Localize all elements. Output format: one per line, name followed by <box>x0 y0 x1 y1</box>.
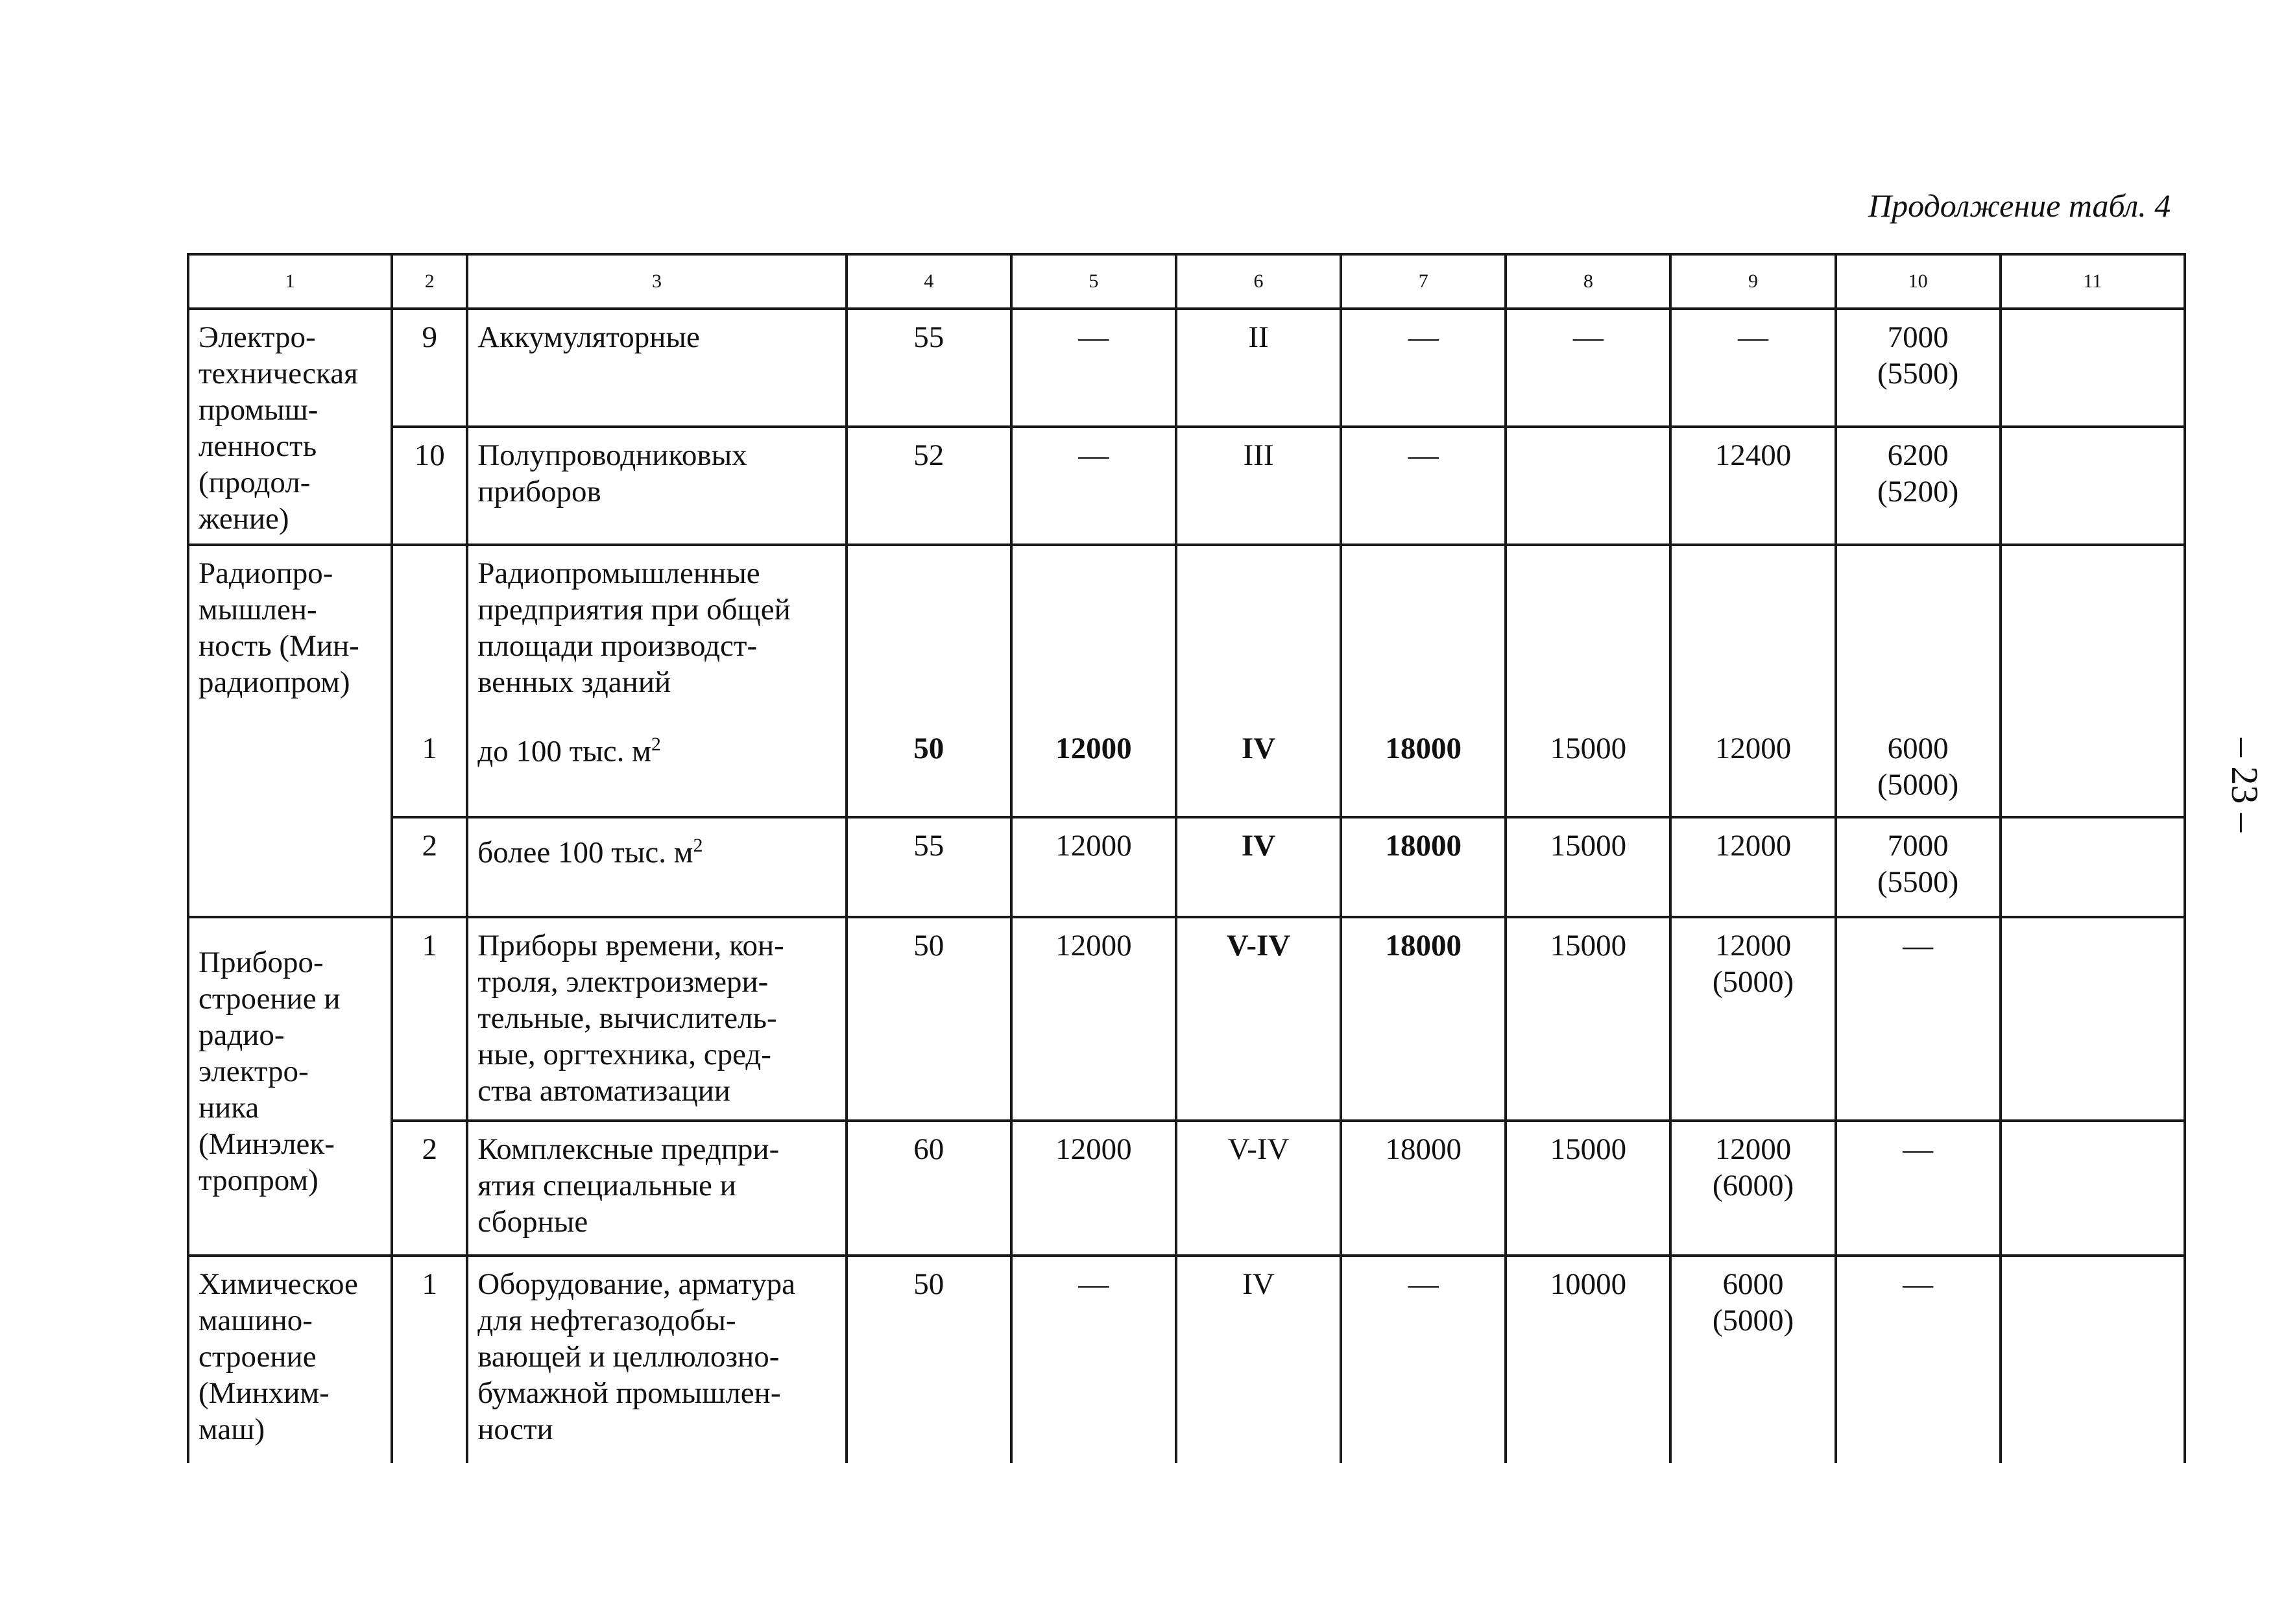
row-number: 2 <box>392 817 467 917</box>
col-header-3: 3 <box>467 254 846 309</box>
cell-col11 <box>2001 427 2185 545</box>
cell-col6: V-IV <box>1176 1121 1341 1256</box>
row-name: Оборудование, арматура для нефтегазодобы- вающей и целлюлозно- бумажной промышлен- ности <box>467 1256 846 1463</box>
cell-col8: 10000 <box>1506 1256 1670 1463</box>
group-electrotech: Электро- техническая промыш- ленность (продол- жение) <box>188 309 392 545</box>
cell-col7: — <box>1341 1256 1506 1463</box>
cell-col6: II <box>1176 309 1341 427</box>
table-row <box>188 309 2185 427</box>
cell-col8: — <box>1506 309 1670 427</box>
cell-col6: V-IV <box>1176 917 1341 1121</box>
cell-col5: — <box>1011 309 1176 427</box>
col-header-5: 5 <box>1011 254 1176 309</box>
cell-col10: 7000 (5500) <box>1836 817 2001 917</box>
cell-col5: — <box>1011 1256 1176 1463</box>
cell-col6: IV <box>1176 545 1341 817</box>
col-header-10: 10 <box>1836 254 2001 309</box>
cell-col7: 18000 <box>1341 917 1506 1121</box>
row-number: 1 <box>392 545 467 817</box>
superscript: 2 <box>651 734 661 755</box>
cell-col8: 15000 <box>1506 1121 1670 1256</box>
col-header-6: 6 <box>1176 254 1341 309</box>
cell-col11 <box>2001 1121 2185 1256</box>
cell-col11 <box>2001 917 2185 1121</box>
group-chemical: Химическое машино- строение (Минхим- маш) <box>188 1256 392 1463</box>
table-row <box>188 817 2185 917</box>
data-table <box>187 253 2186 1463</box>
cell-col10: 6200 (5200) <box>1836 427 2001 545</box>
cell-col6: III <box>1176 427 1341 545</box>
cell-col4: 52 <box>847 427 1011 545</box>
cell-col9: 6000 (5000) <box>1670 1256 1835 1463</box>
row-intro: Радиопромышленные предприятия при общей площади производст- венных зданий <box>477 556 791 699</box>
row-name: Аккумуляторные <box>467 309 846 427</box>
cell-col7: — <box>1341 309 1506 427</box>
col-header-2: 2 <box>392 254 467 309</box>
cell-col11 <box>2001 545 2185 817</box>
cell-col7: — <box>1341 427 1506 545</box>
cell-col4: 50 <box>847 917 1011 1121</box>
page-number <box>2206 707 2283 863</box>
table-row <box>188 427 2185 545</box>
row-name <box>467 545 846 817</box>
cell-col5: 12000 <box>1011 1121 1176 1256</box>
cell-col10: 6000 (5000) <box>1836 545 2001 817</box>
row-name: Приборы времени, кон- троля, электроизмери- тельные, вычислитель- ные, оргтехника, сред- ства автоматизации <box>467 917 846 1121</box>
cell-col5: 12000 <box>1011 817 1176 917</box>
col-header-9: 9 <box>1670 254 1835 309</box>
row-number: 1 <box>392 917 467 1121</box>
cell-col7: 18000 <box>1341 1121 1506 1256</box>
cell-col4: 55 <box>847 817 1011 917</box>
row-name: Полупроводниковых приборов <box>467 427 846 545</box>
row-number: 1 <box>392 1256 467 1463</box>
cell-col8: 15000 <box>1506 917 1670 1121</box>
cell-col9: — <box>1670 309 1835 427</box>
cell-col9: 12000 (5000) <box>1670 917 1835 1121</box>
row-number: 9 <box>392 309 467 427</box>
col-header-8: 8 <box>1506 254 1670 309</box>
table-row <box>188 545 2185 817</box>
cell-col6: IV <box>1176 817 1341 917</box>
table-row <box>188 1121 2185 1256</box>
cell-col7: 18000 <box>1341 817 1506 917</box>
table-row <box>188 1256 2185 1463</box>
row-name: Комплексные предпри- ятия специальные и сборные <box>467 1121 846 1256</box>
cell-col10: — <box>1836 1256 2001 1463</box>
row-number: 10 <box>392 427 467 545</box>
col-header-11: 11 <box>2001 254 2185 309</box>
cell-col11 <box>2001 309 2185 427</box>
cell-col11 <box>2001 1256 2185 1463</box>
page-number-text: – 23 – <box>2223 737 2266 832</box>
cell-col9: 12000 <box>1670 545 1835 817</box>
row-number: 2 <box>392 1121 467 1256</box>
row-name-text: более 100 тыс. м <box>477 835 693 870</box>
col-header-1: 1 <box>188 254 392 309</box>
cell-col4: 60 <box>847 1121 1011 1256</box>
cell-col10: 7000 (5500) <box>1836 309 2001 427</box>
cell-col9: 12400 <box>1670 427 1835 545</box>
cell-col4: 55 <box>847 309 1011 427</box>
row-name-text: до 100 тыс. м <box>477 734 651 769</box>
superscript: 2 <box>693 835 703 856</box>
cell-col5: 12000 <box>1011 545 1176 817</box>
cell-col9: 12000 (6000) <box>1670 1121 1835 1256</box>
cell-col4: 50 <box>847 1256 1011 1463</box>
table-row <box>188 917 2185 1121</box>
col-header-4: 4 <box>847 254 1011 309</box>
row-name <box>467 817 846 917</box>
cell-col8 <box>1506 427 1670 545</box>
col-header-7: 7 <box>1341 254 1506 309</box>
cell-col4: 50 <box>847 545 1011 817</box>
cell-col7: 18000 <box>1341 545 1506 817</box>
cell-col6: IV <box>1176 1256 1341 1463</box>
cell-col8: 15000 <box>1506 817 1670 917</box>
group-instrument: Приборо- строение и радио- электро- ника (Минэлек- тропром) <box>188 917 392 1256</box>
cell-col5: — <box>1011 427 1176 545</box>
group-radio: Радиопро- мышлен- ность (Мин- радиопром) <box>188 545 392 917</box>
cell-col10: — <box>1836 1121 2001 1256</box>
table-caption: Продолжение табл. 4 <box>1868 187 2171 224</box>
cell-col8: 15000 <box>1506 545 1670 817</box>
cell-col11 <box>2001 817 2185 917</box>
cell-col5: 12000 <box>1011 917 1176 1121</box>
cell-col9: 12000 <box>1670 817 1835 917</box>
header-row <box>188 254 2185 309</box>
cell-col10: — <box>1836 917 2001 1121</box>
